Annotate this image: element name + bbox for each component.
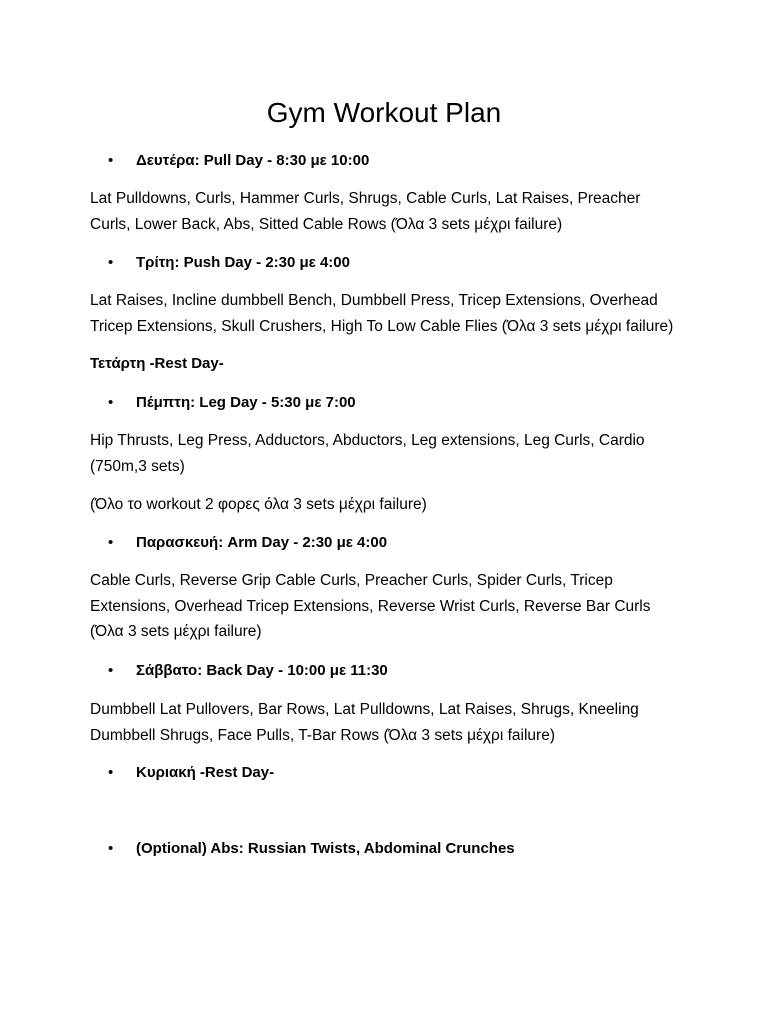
wednesday-heading: Τετάρτη -Rest Day- [90,355,224,372]
sunday-heading: Κυριακή -Rest Day- [136,764,275,781]
bullet-icon: • [108,152,114,169]
page-title: Gym Workout Plan [266,97,502,128]
thursday-line-2: (750m,3 sets) [90,457,185,475]
saturday-heading: Σάββατο: Back Day - 10:00 με 11:30 [136,662,388,679]
bullet-icon: • [108,662,114,679]
monday-line-2: Curls, Lower Back, Abs, Sitted Cable Rows (Όλα 3 sets μέχρι failure) [90,215,563,233]
friday-line-1: Cable Curls, Reverse Grip Cable Curls, Preacher Curls, Spider Curls, Tricep [90,572,613,589]
friday-line-3: (Όλα 3 sets μέχρι failure) [90,623,262,640]
thursday-line-1: Hip Thrusts, Leg Press, Adductors, Abductors, Leg extensions, Leg Curls, Cardio [90,432,645,449]
bullet-icon: • [108,254,114,271]
bullet-icon: • [108,394,114,411]
bullet-icon: • [108,764,114,781]
tuesday-line-2: Tricep Extensions, Skull Crushers, High To Low Cable Flies (Όλα 3 sets μέχρι failure) [90,317,674,335]
bullet-icon: • [108,840,114,857]
monday-line-1: Lat Pulldowns, Curls, Hammer Curls, Shrugs, Cable Curls, Lat Raises, Preacher [90,190,641,207]
saturday-line-1: Dumbbell Lat Pullovers, Bar Rows, Lat Pulldowns, Lat Raises, Shrugs, Kneeling [90,701,639,718]
tuesday-heading: Τρίτη: Push Day - 2:30 με 4:00 [136,254,350,271]
friday-exercises [90,568,690,645]
monday-exercises [90,186,690,237]
saturday-exercises [90,697,690,748]
bullet-icon: • [108,534,114,551]
friday-line-2: Extensions, Overhead Tricep Extensions, Reverse Wrist Curls, Reverse Bar Curls [90,597,651,615]
thursday-exercises [90,428,690,479]
friday-heading: Παρασκευή: Arm Day - 2:30 με 4:00 [136,534,388,551]
monday-heading: Δευτέρα: Pull Day - 8:30 με 10:00 [136,152,370,169]
thursday-heading: Πέμπτη: Leg Day - 5:30 με 7:00 [136,394,356,411]
tuesday-line-1: Lat Raises, Incline dumbbell Bench, Dumbbell Press, Tricep Extensions, Overhead [90,292,658,309]
saturday-line-2: Dumbbell Shrugs, Face Pulls, T-Bar Rows (Όλα 3 sets μέχρι failure) [90,726,555,744]
thursday-note: (Όλο το workout 2 φορες όλα 3 sets μέχρι failure) [90,496,427,513]
tuesday-exercises [90,288,690,339]
optional-heading: (Optional) Abs: Russian Twists, Abdominal Crunches [136,840,515,857]
